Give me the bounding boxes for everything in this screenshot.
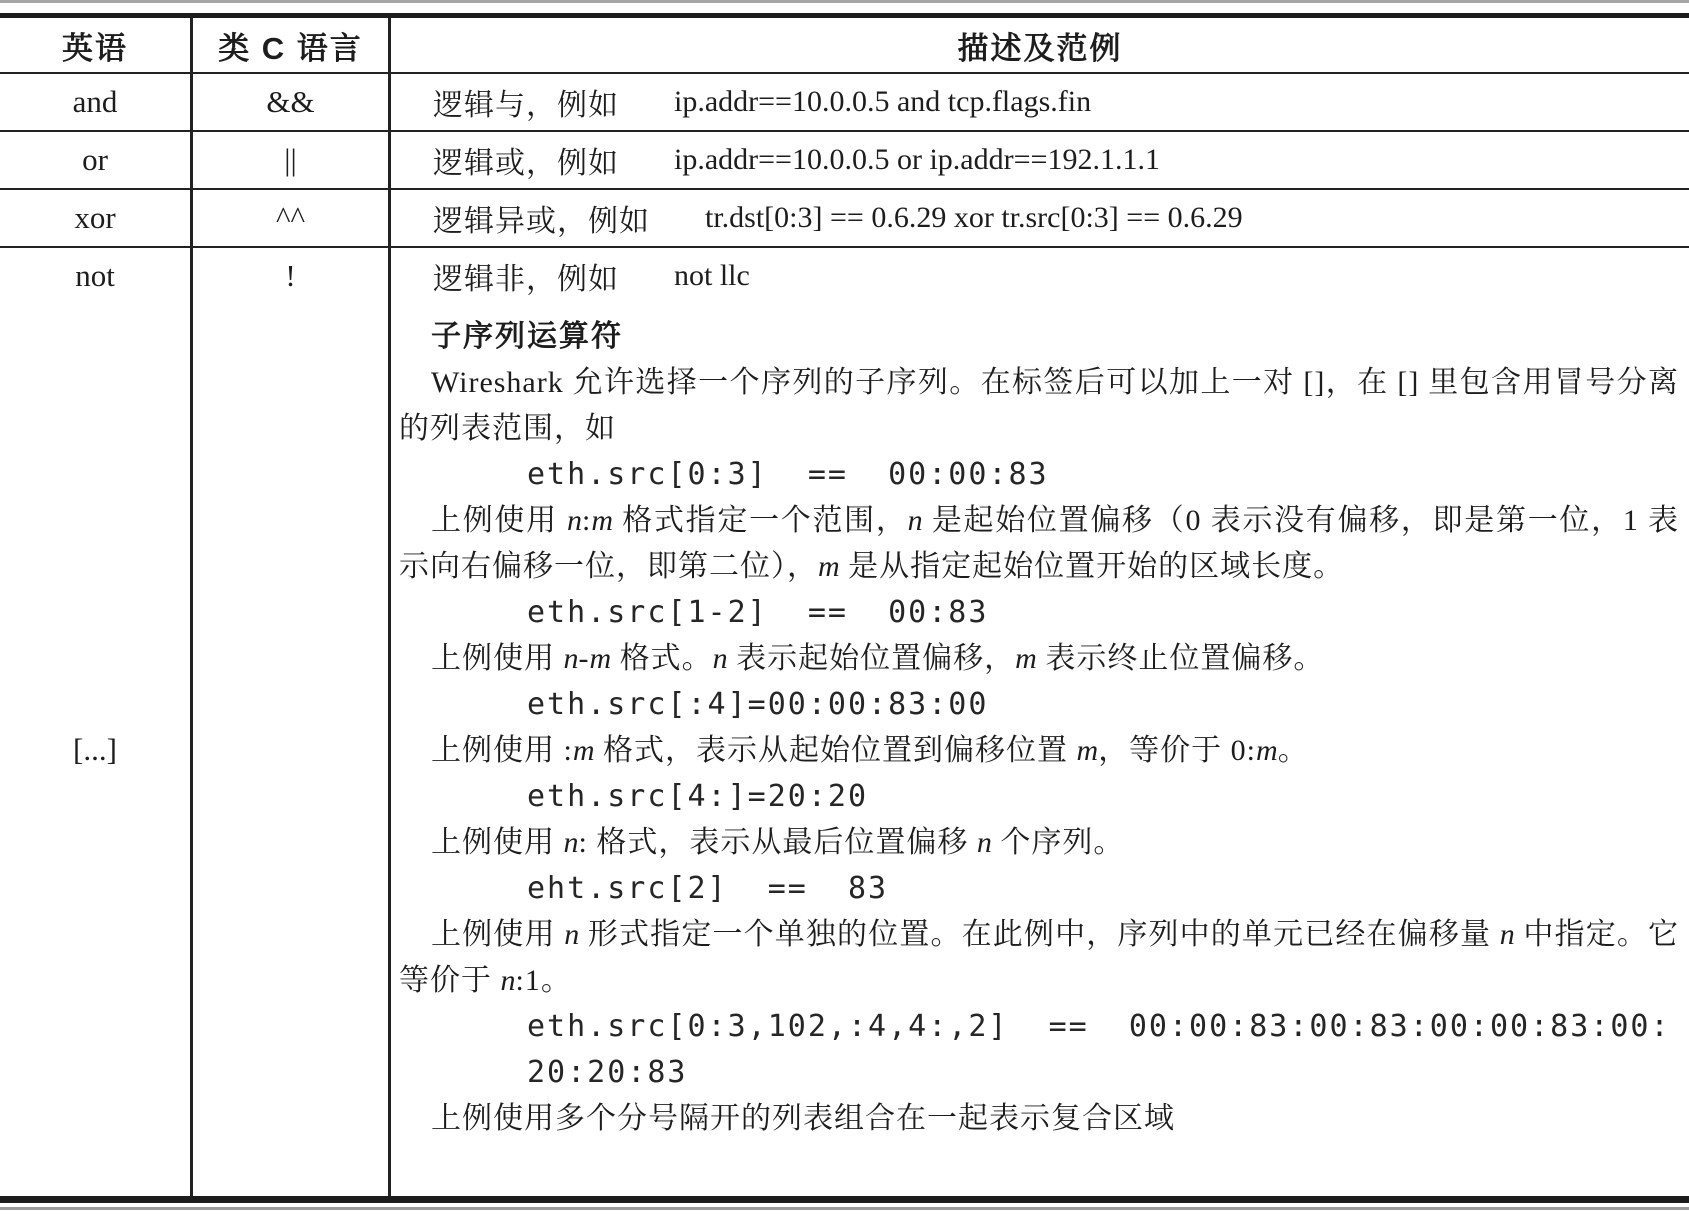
top-rule-gray <box>0 0 1689 3</box>
code-line: eth.src[0:3,102,:4,4:,2] == 00:00:83:00:83:00:00:83:00: <box>527 1009 1671 1044</box>
cell-english: and <box>0 74 193 130</box>
table-row <box>0 248 1689 304</box>
variable: m <box>1015 642 1037 675</box>
header-english: 英语 <box>0 18 193 72</box>
text-run: Wireshark 允许选择一个序列的子序列。在标签后可以加上一对 []，在 [] 里包含用冒号分离的列表范围，如 <box>399 366 1679 445</box>
operator-rows <box>0 74 1689 304</box>
code-line: eth.src[:4]=00:00:83:00 <box>527 687 989 722</box>
table-header-row <box>0 18 1689 74</box>
text-run: 。 <box>1277 734 1309 767</box>
cell-english: not <box>0 248 193 304</box>
bottom-rule-gray <box>0 1207 1689 1210</box>
cell-c-like: || <box>193 132 391 188</box>
text-run: 上例使用 <box>431 918 565 951</box>
variable: n <box>564 918 580 951</box>
description-label: 逻辑异或，例如 <box>433 205 650 238</box>
description-label: 逻辑非，例如 <box>433 263 619 296</box>
text-run: 上例使用 <box>431 504 568 537</box>
variable: n <box>567 504 583 537</box>
cell-description <box>391 248 1689 304</box>
cell-description <box>391 74 1689 130</box>
text-run: ，等价于 0: <box>1098 734 1257 767</box>
text-run: 是起始位置偏移（0 表示没有偏移，即是第一位，1 表示向右偏移一位，即第二位）， <box>399 504 1680 583</box>
subsequence-paragraph <box>399 728 1679 774</box>
variable: n <box>907 504 923 537</box>
description-example: ip.addr==10.0.0.5 and tcp.flags.fin <box>674 85 1092 118</box>
description-label: 逻辑或，例如 <box>433 147 619 180</box>
cell-c-like: ^^ <box>193 190 391 246</box>
text-run: 上例使用多个分号隔开的列表组合在一起表示复合区域 <box>431 1102 1175 1135</box>
subsequence-paragraph <box>399 1096 1679 1142</box>
cell-description <box>391 304 1689 1196</box>
code-line: 20:20:83 <box>527 1055 688 1090</box>
subsequence-paragraph <box>399 912 1679 1004</box>
variable: m <box>818 550 840 583</box>
code-line: eth.src[4:]=20:20 <box>527 779 869 814</box>
subsequence-paragraph <box>399 636 1679 682</box>
variable: m <box>572 734 595 767</box>
text-run: 上例使用 <box>431 642 564 675</box>
subsequence-row <box>0 304 1689 1196</box>
header-c-like: 类 C 语言 <box>193 18 391 72</box>
text-run: 格式，表示从起始位置到偏移位置 <box>594 734 1077 767</box>
subsequence-paragraph <box>399 498 1679 590</box>
variable: n <box>1499 918 1515 951</box>
description-label: 逻辑与，例如 <box>433 89 619 122</box>
subsequence-paragraph <box>399 820 1679 866</box>
header-description: 描述及范例 <box>957 30 1123 66</box>
description-example: ip.addr==10.0.0.5 or ip.addr==192.1.1.1 <box>674 143 1160 176</box>
text-run: 格式指定一个范围， <box>613 504 908 537</box>
table-row <box>0 132 1689 190</box>
cell-c-like: ! <box>193 248 391 304</box>
code-line: eht.src[2] == 83 <box>527 871 889 906</box>
subsequence-heading: 子序列运算符 <box>431 320 623 353</box>
text-run: : 格式，表示从最后位置偏移 <box>578 826 977 859</box>
cell-english: or <box>0 132 193 188</box>
text-run: : <box>582 504 592 537</box>
text-run: 是从指定起始位置开始的区域长度。 <box>839 550 1345 583</box>
variable: n <box>563 642 579 675</box>
table-row <box>0 74 1689 132</box>
cell-c-like <box>193 304 391 1196</box>
text-run: 上例使用 <box>431 826 564 859</box>
cell-description <box>391 190 1689 246</box>
cell-c-like: && <box>193 74 391 130</box>
variable: m <box>1256 734 1278 767</box>
variable: n <box>500 964 516 997</box>
subsequence-paragraph <box>399 360 1679 452</box>
text-run: 上例使用 : <box>431 734 573 767</box>
description-example: tr.dst[0:3] == 0.6.29 xor tr.src[0:3] == 0.6.29 <box>705 201 1243 234</box>
text-run: 形式指定一个单独的位置。在此例中，序列中的单元已经在偏移量 <box>579 918 1500 951</box>
text-run: 表示终止位置偏移。 <box>1036 642 1325 675</box>
text-run: 中指定。它等价于 <box>399 918 1680 997</box>
text-run: 格式。 <box>611 642 713 675</box>
variable: n <box>563 826 579 859</box>
variable: m <box>1076 734 1099 767</box>
text-run: :1。 <box>515 964 572 997</box>
text-run: - <box>578 642 590 675</box>
description-example: not llc <box>674 259 750 292</box>
variable: m <box>589 642 612 675</box>
table-row <box>0 190 1689 248</box>
operators-table <box>0 13 1689 1203</box>
code-line: eth.src[1-2] == 00:83 <box>527 595 989 630</box>
variable: n <box>712 642 728 675</box>
code-line: eth.src[0:3] == 00:00:83 <box>527 457 1049 492</box>
variable: m <box>591 504 614 537</box>
text-run: 表示起始位置偏移， <box>727 642 1016 675</box>
cell-description <box>391 132 1689 188</box>
text-run: 个序列。 <box>991 826 1125 859</box>
variable: n <box>976 826 992 859</box>
cell-english: xor <box>0 190 193 246</box>
cell-english: [...] <box>0 304 193 1196</box>
